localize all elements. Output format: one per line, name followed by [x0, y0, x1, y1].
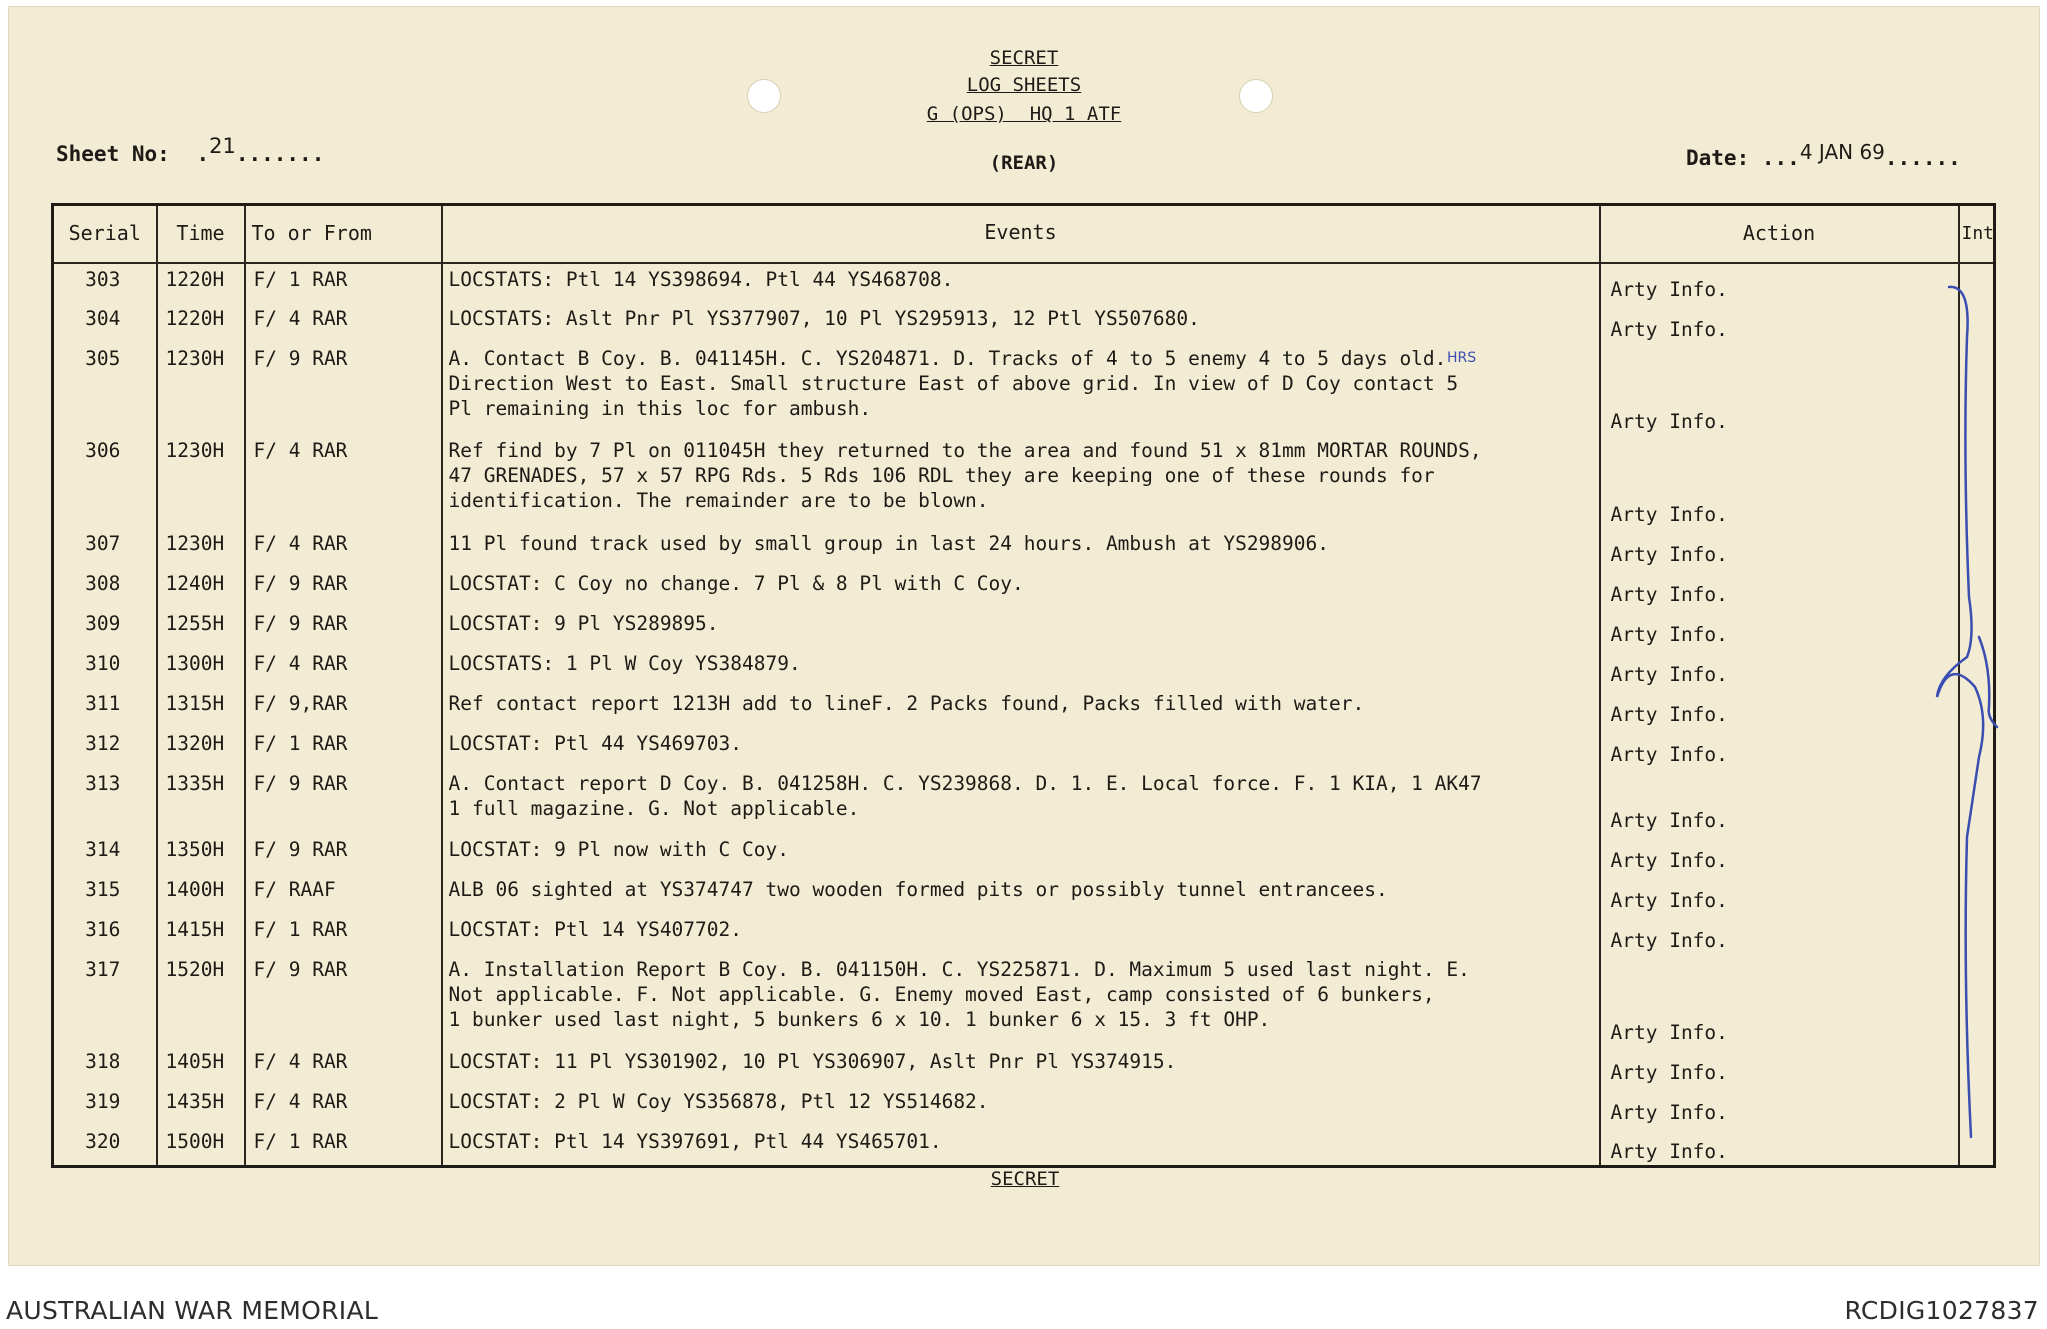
- table-row: [53, 914, 1995, 954]
- event-line: Not applicable. F. Not applicable. G. Enemy moved East, camp consisted of 6 bunkers,: [448, 982, 1435, 1006]
- row-time: 1255H: [157, 608, 245, 648]
- row-event: [442, 568, 1600, 608]
- row-from: F/ 9 RAR: [245, 568, 442, 608]
- row-event: [442, 1086, 1600, 1126]
- event-line: Ref contact report 1213H add to lineF. 2 Packs found, Packs filled with water.: [448, 691, 1365, 715]
- event-line: LOCSTAT: 2 Pl W Coy YS356878, Ptl 12 YS514682.: [448, 1090, 989, 1114]
- row-serial: 309: [53, 608, 157, 648]
- row-int: [1959, 1086, 1995, 1126]
- row-time: 1230H: [157, 528, 245, 568]
- table-row: [53, 728, 1995, 768]
- footer-classification-text: SECRET: [990, 1168, 1060, 1190]
- row-time: 1320H: [157, 728, 245, 768]
- date-field: [1686, 140, 1961, 170]
- event-line: LOCSTAT: Ptl 14 YS397691, Ptl 44 YS465701.: [448, 1130, 942, 1154]
- event-line: Pl remaining in this loc for ambush.: [448, 396, 872, 420]
- row-event: [442, 914, 1600, 954]
- row-int: [1959, 768, 1995, 834]
- row-event: [442, 728, 1600, 768]
- row-int: [1959, 688, 1995, 728]
- table-row: [53, 343, 1995, 435]
- classification-text: SECRET: [989, 47, 1059, 69]
- table-row: [53, 954, 1995, 1046]
- event-line: LOCSTATS: 1 Pl W Coy YS384879.: [448, 651, 801, 675]
- event-line: LOCSTAT: 9 Pl now with C Coy.: [448, 837, 789, 861]
- event-line: ALB 06 sighted at YS374747 two wooden formed pits or possibly tunnel entrancees.: [448, 877, 1388, 901]
- event-line: 1 full magazine. G. Not applicable.: [448, 796, 860, 820]
- row-int: [1959, 568, 1995, 608]
- row-from: F/ 9 RAR: [245, 768, 442, 834]
- row-serial: 314: [53, 834, 157, 874]
- row-action: Arty Info.: [1600, 343, 1959, 435]
- row-int: [1959, 303, 1995, 343]
- row-serial: 307: [53, 528, 157, 568]
- event-line: 47 GRENADES, 57 x 57 RPG Rds. 5 Rds 106 RDL they are keeping one of these rounds for: [448, 464, 1435, 488]
- row-event: [442, 768, 1600, 834]
- event-line: 11 Pl found track used by small group in last 24 hours. Ambush at YS298906.: [448, 531, 1329, 555]
- row-from: F/ 4 RAR: [245, 1046, 442, 1086]
- row-serial: 316: [53, 914, 157, 954]
- row-serial: 313: [53, 768, 157, 834]
- row-int: [1959, 874, 1995, 914]
- row-time: 1240H: [157, 568, 245, 608]
- table-row: [53, 1086, 1995, 1126]
- date-prefix-dots: ...: [1761, 146, 1800, 170]
- event-line: 1 bunker used last night, 5 bunkers 6 x 10. 1 bunker 6 x 15. 3 ft OHP.: [448, 1007, 1271, 1031]
- row-action: Arty Info.: [1600, 834, 1959, 874]
- row-from: F/ 4 RAR: [245, 303, 442, 343]
- row-event: [442, 263, 1600, 303]
- row-serial: 312: [53, 728, 157, 768]
- table-row: [53, 263, 1995, 303]
- table-row: [53, 435, 1995, 527]
- row-time: 1405H: [157, 1046, 245, 1086]
- row-time: 1520H: [157, 954, 245, 1046]
- row-int: [1959, 263, 1995, 303]
- row-int: [1959, 648, 1995, 688]
- table-row: [53, 1046, 1995, 1086]
- row-serial: 308: [53, 568, 157, 608]
- row-int: [1959, 954, 1995, 1046]
- row-time: 1315H: [157, 688, 245, 728]
- handwritten-hrs-annotation: HRS: [1447, 350, 1477, 366]
- row-time: 1500H: [157, 1126, 245, 1166]
- event-line: LOCSTAT: Ptl 44 YS469703.: [448, 731, 742, 755]
- row-serial: 305: [53, 343, 157, 435]
- sheet-dots: .......: [235, 142, 325, 166]
- row-time: 1220H: [157, 303, 245, 343]
- row-time: 1350H: [157, 834, 245, 874]
- table-row: [53, 874, 1995, 914]
- header-time: Time: [157, 205, 245, 263]
- row-serial: 319: [53, 1086, 157, 1126]
- row-action: Arty Info.: [1600, 435, 1959, 527]
- row-serial: 311: [53, 688, 157, 728]
- row-action: Arty Info.: [1600, 768, 1959, 834]
- row-time: 1400H: [157, 874, 245, 914]
- log-table: [51, 203, 1996, 1168]
- row-int: [1959, 343, 1995, 435]
- event-line: LOCSTAT: 11 Pl YS301902, 10 Pl YS306907, Aslt Pnr Pl YS374915.: [448, 1050, 1177, 1074]
- row-int: [1959, 608, 1995, 648]
- event-line: LOCSTAT: C Coy no change. 7 Pl & 8 Pl with C Coy.: [448, 571, 1024, 595]
- event-line: LOCSTAT: 9 Pl YS289895.: [448, 611, 719, 635]
- row-from: F/ 1 RAR: [245, 1126, 442, 1166]
- row-action: Arty Info.: [1600, 954, 1959, 1046]
- row-serial: 315: [53, 874, 157, 914]
- log-sheet-page: [8, 6, 2040, 1266]
- row-from: F/ 9 RAR: [245, 608, 442, 648]
- row-from: F/ 9,RAR: [245, 688, 442, 728]
- event-line: Direction West to East. Small structure East of above grid. In view of D Coy contact 5: [448, 371, 1459, 395]
- table-row: [53, 1126, 1995, 1166]
- row-from: F/ 4 RAR: [245, 435, 442, 527]
- row-from: F/ 1 RAR: [245, 914, 442, 954]
- row-int: [1959, 834, 1995, 874]
- row-from: F/ RAAF: [245, 874, 442, 914]
- row-action: Arty Info.: [1600, 648, 1959, 688]
- date-label: Date:: [1686, 146, 1750, 170]
- row-serial: 310: [53, 648, 157, 688]
- event-line: A. Installation Report B Coy. B. 041150H. C. YS225871. D. Maximum 5 used last night. E.: [448, 957, 1470, 981]
- event-line: LOCSTATS: Aslt Pnr Pl YS377907, 10 Pl YS295913, 12 Ptl YS507680.: [448, 306, 1200, 330]
- row-time: 1300H: [157, 648, 245, 688]
- credit-left: AUSTRALIAN WAR MEMORIAL: [6, 1296, 379, 1325]
- row-from: F/ 1 RAR: [245, 728, 442, 768]
- table-body: [53, 263, 1995, 1167]
- row-int: [1959, 728, 1995, 768]
- row-int: [1959, 528, 1995, 568]
- row-time: 1335H: [157, 768, 245, 834]
- row-serial: 303: [53, 263, 157, 303]
- row-from: F/ 1 RAR: [245, 263, 442, 303]
- row-event: [442, 648, 1600, 688]
- row-event: [442, 435, 1600, 527]
- table-row: [53, 688, 1995, 728]
- date-suffix-dots: ......: [1884, 146, 1961, 170]
- header-events: Events: [442, 205, 1600, 263]
- event-line: A. Contact B Coy. B. 041145H. C. YS204871. D. Tracks of 4 to 5 enemy 4 to 5 days old.: [448, 346, 1447, 370]
- row-serial: 306: [53, 435, 157, 527]
- unit-line: [9, 103, 2039, 125]
- row-time: 1435H: [157, 1086, 245, 1126]
- header-int: Int: [1959, 205, 1995, 263]
- table-row: [53, 568, 1995, 608]
- row-from: F/ 4 RAR: [245, 648, 442, 688]
- table-row: [53, 648, 1995, 688]
- row-int: [1959, 1126, 1995, 1166]
- row-event: [442, 528, 1600, 568]
- row-action: Arty Info.: [1600, 914, 1959, 954]
- table-row: [53, 834, 1995, 874]
- row-action: Arty Info.: [1600, 688, 1959, 728]
- row-from: F/ 9 RAR: [245, 834, 442, 874]
- sheet-number-value: 21: [209, 134, 236, 158]
- row-event: [442, 1046, 1600, 1086]
- row-from: F/ 4 RAR: [245, 528, 442, 568]
- row-event: [442, 303, 1600, 343]
- sheet-number-field: Sheet No: .21.......: [56, 134, 325, 166]
- event-line: identification. The remainder are to be blown.: [448, 489, 989, 513]
- header-to-from: To or From: [245, 205, 442, 263]
- row-event: [442, 1126, 1600, 1166]
- row-serial: 318: [53, 1046, 157, 1086]
- row-action: Arty Info.: [1600, 728, 1959, 768]
- row-action: Arty Info.: [1600, 1046, 1959, 1086]
- row-serial: 317: [53, 954, 157, 1046]
- row-from: F/ 9 RAR: [245, 954, 442, 1046]
- row-from: F/ 9 RAR: [245, 343, 442, 435]
- row-action: Arty Info.: [1600, 528, 1959, 568]
- row-action: Arty Info.: [1600, 608, 1959, 648]
- row-serial: 320: [53, 1126, 157, 1166]
- event-line: A. Contact report D Coy. B. 041258H. C. YS239868. D. 1. E. Local force. F. 1 KIA, 1 AK47: [448, 771, 1482, 795]
- row-action: Arty Info.: [1600, 568, 1959, 608]
- row-event: [442, 688, 1600, 728]
- unit-text: G (OPS) HQ 1 ATF: [926, 103, 1122, 125]
- row-action: Arty Info.: [1600, 1126, 1959, 1166]
- document-title: [9, 74, 2039, 96]
- event-line: LOCSTAT: Ptl 14 YS407702.: [448, 917, 742, 941]
- table-header-row: [53, 205, 1995, 263]
- table-row: [53, 768, 1995, 834]
- row-event: [442, 954, 1600, 1046]
- event-line: LOCSTATS: Ptl 14 YS398694. Ptl 44 YS468708.: [448, 267, 954, 291]
- event-line: Ref find by 7 Pl on 011045H they returned to the area and found 51 x 81mm MORTAR ROUNDS,: [448, 439, 1482, 463]
- row-action: Arty Info.: [1600, 874, 1959, 914]
- row-action: Arty Info.: [1600, 303, 1959, 343]
- row-serial: 304: [53, 303, 157, 343]
- row-event: [442, 343, 1600, 435]
- location-text: (REAR): [989, 152, 1059, 174]
- row-time: 1230H: [157, 343, 245, 435]
- row-event: [442, 608, 1600, 648]
- classification-header: [9, 47, 2039, 69]
- header-action: Action: [1600, 205, 1959, 263]
- row-time: 1415H: [157, 914, 245, 954]
- footer-classification: [9, 1168, 2041, 1190]
- row-event: [442, 874, 1600, 914]
- row-action: Arty Info.: [1600, 263, 1959, 303]
- row-int: [1959, 1046, 1995, 1086]
- row-from: F/ 4 RAR: [245, 1086, 442, 1126]
- row-event: [442, 834, 1600, 874]
- row-int: [1959, 914, 1995, 954]
- row-action: Arty Info.: [1600, 1086, 1959, 1126]
- table-row: [53, 303, 1995, 343]
- header-serial: Serial: [53, 205, 157, 263]
- row-time: 1220H: [157, 263, 245, 303]
- table-row: [53, 528, 1995, 568]
- row-time: 1230H: [157, 435, 245, 527]
- date-value: 4 JAN 69: [1799, 140, 1885, 164]
- sheet-label: Sheet No:: [56, 142, 170, 166]
- table-row: [53, 608, 1995, 648]
- credit-right: RCDIG1027837: [1844, 1296, 2039, 1325]
- row-int: [1959, 435, 1995, 527]
- title-text: LOG SHEETS: [966, 74, 1082, 96]
